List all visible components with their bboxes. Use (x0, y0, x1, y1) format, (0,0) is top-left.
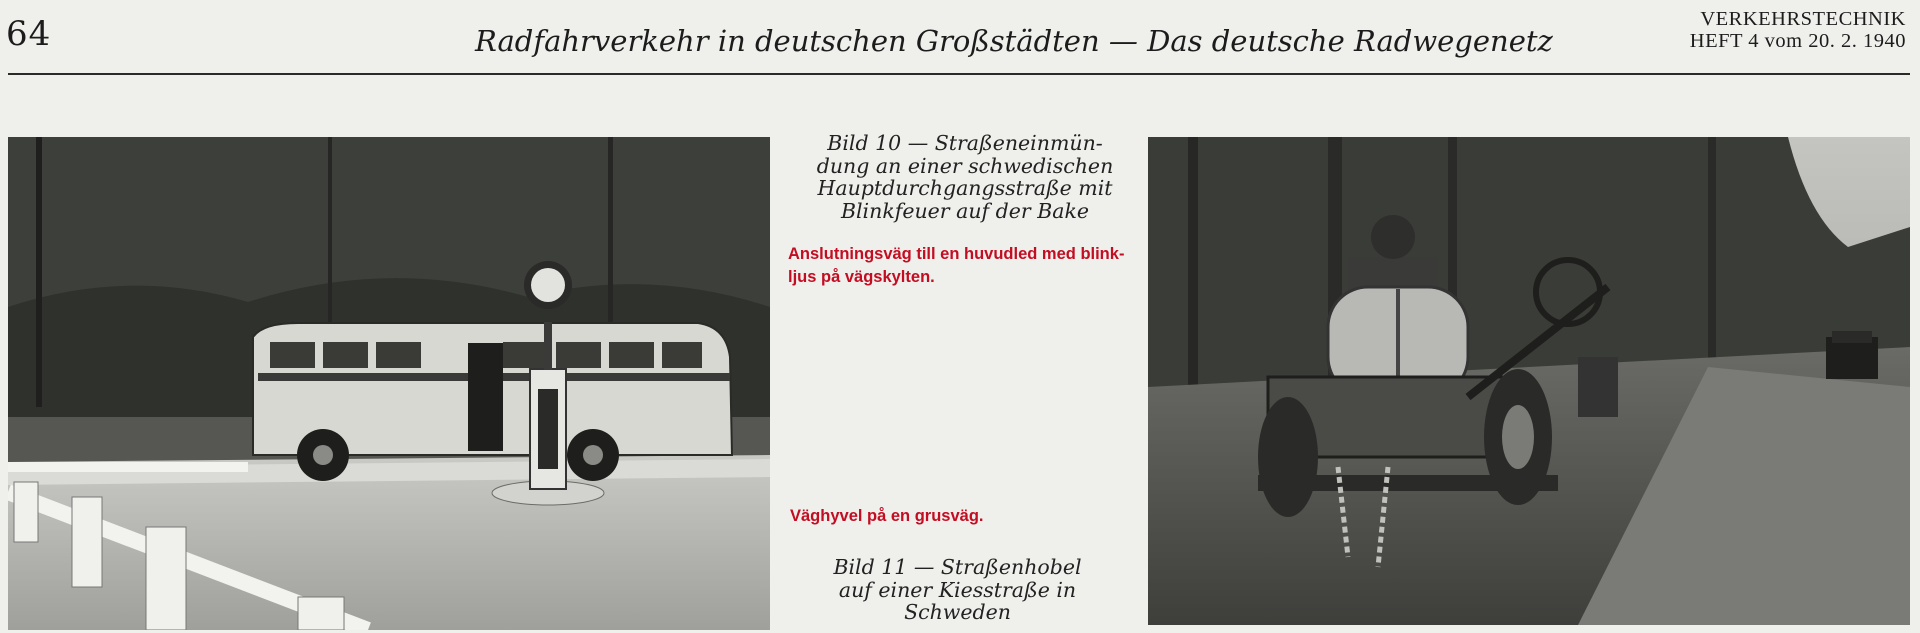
figure-11-caption (800, 556, 1115, 624)
bus-junction-image (8, 137, 770, 630)
figure-10-caption (790, 132, 1140, 222)
figure-10-photo (8, 137, 770, 630)
figure-10-translation (788, 243, 1148, 289)
caption-line: Bild 11 — Straßenhobel (833, 555, 1082, 579)
page-number: 64 (6, 14, 52, 54)
issue-line: HEFT 4 vom 20. 2. 1940 (1689, 30, 1906, 52)
road-grader-image (1148, 137, 1910, 625)
figure-11-photo (1148, 137, 1910, 625)
translation-line: ljus på vägskylten. (788, 268, 935, 286)
journal-block (1690, 8, 1906, 52)
caption-line: Hauptdurchgangsstraße mit (817, 176, 1113, 200)
caption-line: Schweden (904, 600, 1011, 624)
translation-line: Anslutningsväg till en huvudled med blink- (788, 245, 1125, 263)
caption-line: dung an einer schwedischen (816, 153, 1114, 178)
translation-line: Väghyvel på en grusväg. (790, 507, 984, 525)
running-title: Radfahrverkehr in deutschen Großstädten — Das deutsche Radwegenetz (475, 24, 1553, 58)
caption-line: Bild 10 — Straßeneinmün- (827, 131, 1103, 155)
figure-11-translation (790, 505, 1130, 528)
caption-line: auf einer Kiesstraße in (838, 577, 1077, 602)
caption-line: Blinkfeuer auf der Bake (840, 198, 1090, 223)
journal-name: VERKEHRSTECHNIK (1700, 8, 1906, 30)
header-rule (8, 73, 1910, 75)
